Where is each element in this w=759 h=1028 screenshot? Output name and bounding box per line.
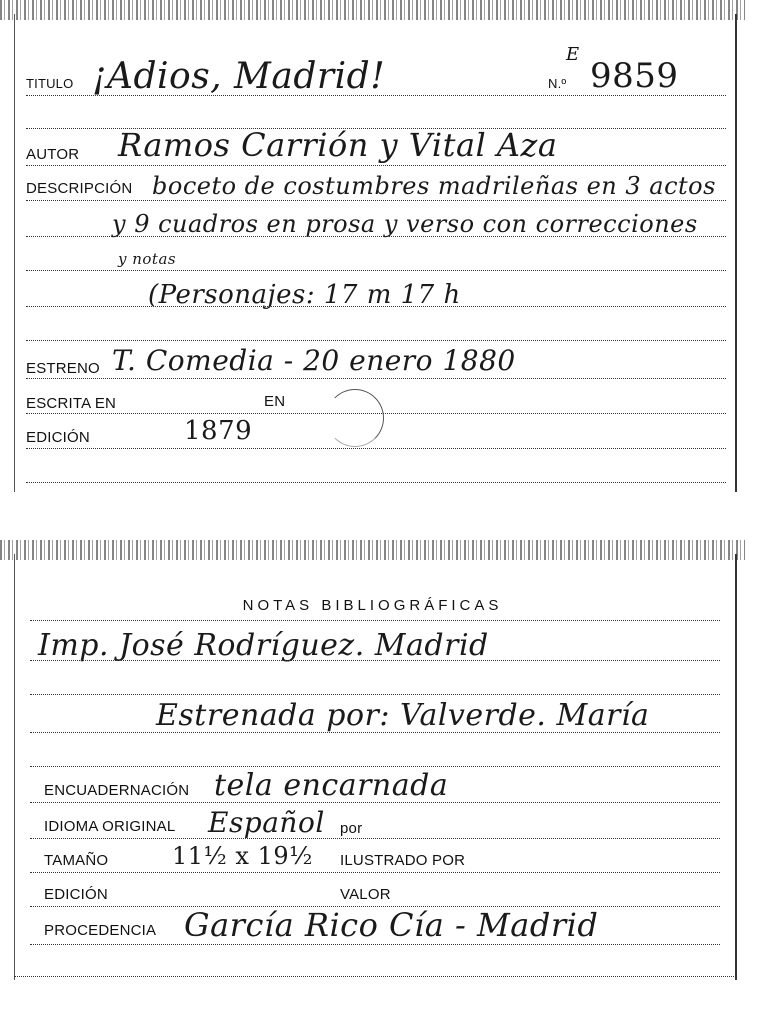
procedencia-value: García Rico Cía - Madrid	[184, 906, 599, 944]
autor-label: AUTOR	[26, 146, 80, 163]
numero-label: N.º	[548, 76, 567, 91]
ink-stamp-mark	[326, 389, 384, 447]
descripcion-rule-4	[26, 306, 726, 307]
ilustrado-por-label: ILUSTRADO POR	[340, 852, 466, 869]
valor-label: VALOR	[340, 886, 391, 903]
idioma-original-value: Español	[208, 806, 325, 839]
tamano-value: 11½ x 19½	[172, 842, 313, 870]
procedencia-label: PROCEDENCIA	[44, 922, 157, 939]
autor-value: Ramos Carrión y Vital Aza	[118, 126, 558, 164]
edicion-label: EDICIÓN	[26, 429, 90, 446]
encuadernacion-value: tela encarnada	[214, 768, 449, 803]
tamano-label: TAMAÑO	[44, 852, 109, 869]
edicion-value: 1879	[184, 416, 253, 446]
descripcion-line1: boceto de costumbres madrileñas en 3 actos	[152, 172, 716, 200]
descripcion-rule-1	[26, 200, 726, 201]
notas-bibliograficas-heading: NOTAS BIBLIOGRÁFICAS	[242, 597, 503, 614]
estreno-rule	[26, 378, 726, 379]
descripcion-line2: y 9 cuadros en prosa y verso con correcciones	[112, 210, 698, 238]
idioma-original-label: IDIOMA ORIGINAL	[44, 818, 176, 835]
escrita-en-rule	[26, 413, 726, 414]
idioma-rule	[30, 838, 720, 839]
card-top-edge	[0, 0, 745, 20]
notas-line2: Estrenada por: Valverde. María	[156, 698, 650, 733]
card2-bottom-rule	[14, 976, 734, 977]
notas-rule-4	[30, 732, 720, 733]
procedencia-rule	[30, 944, 720, 945]
notas-rule-3	[30, 694, 720, 695]
tamano-rule	[30, 872, 720, 873]
notas-rule-5	[30, 766, 720, 767]
escrita-en-label: ESCRITA EN	[26, 395, 117, 412]
card-right-edge	[735, 554, 737, 980]
estreno-label: ESTRENO	[26, 360, 100, 377]
edicion-2-label: EDICIÓN	[44, 886, 108, 903]
en-label: EN	[264, 393, 286, 410]
autor-rule	[26, 165, 726, 166]
card-left-edge	[14, 554, 15, 980]
titulo-label: TITULO	[26, 76, 74, 91]
descripcion-rule-5	[26, 340, 726, 341]
notas-line1: Imp. José Rodríguez. Madrid	[38, 628, 489, 663]
numero-prefix: E	[566, 44, 580, 65]
descripcion-line4: (Personajes: 17 m 17 h	[148, 280, 461, 310]
estreno-value: T. Comedia - 20 enero 1880	[112, 344, 516, 377]
titulo-value: ¡Adios, Madrid!	[92, 56, 386, 97]
titulo-rule	[26, 95, 726, 96]
card-right-edge	[735, 14, 737, 492]
card-top-edge	[0, 540, 745, 560]
descripcion-rule-3	[26, 270, 726, 271]
numero-value: 9859	[590, 56, 679, 96]
descripcion-rule-2	[26, 236, 726, 237]
edicion-rule	[26, 448, 726, 449]
descripcion-label: DESCRIPCIÓN	[26, 180, 133, 197]
notas-rule-2	[30, 660, 720, 661]
descripcion-line3: y notas	[118, 250, 177, 268]
encuadernacion-label: ENCUADERNACIÓN	[44, 782, 190, 799]
notas-rule-1	[30, 620, 720, 621]
card-left-edge	[14, 14, 15, 492]
encuadernacion-rule	[30, 802, 720, 803]
por-label: por	[340, 820, 363, 837]
card1-bottom-rule	[26, 482, 726, 483]
